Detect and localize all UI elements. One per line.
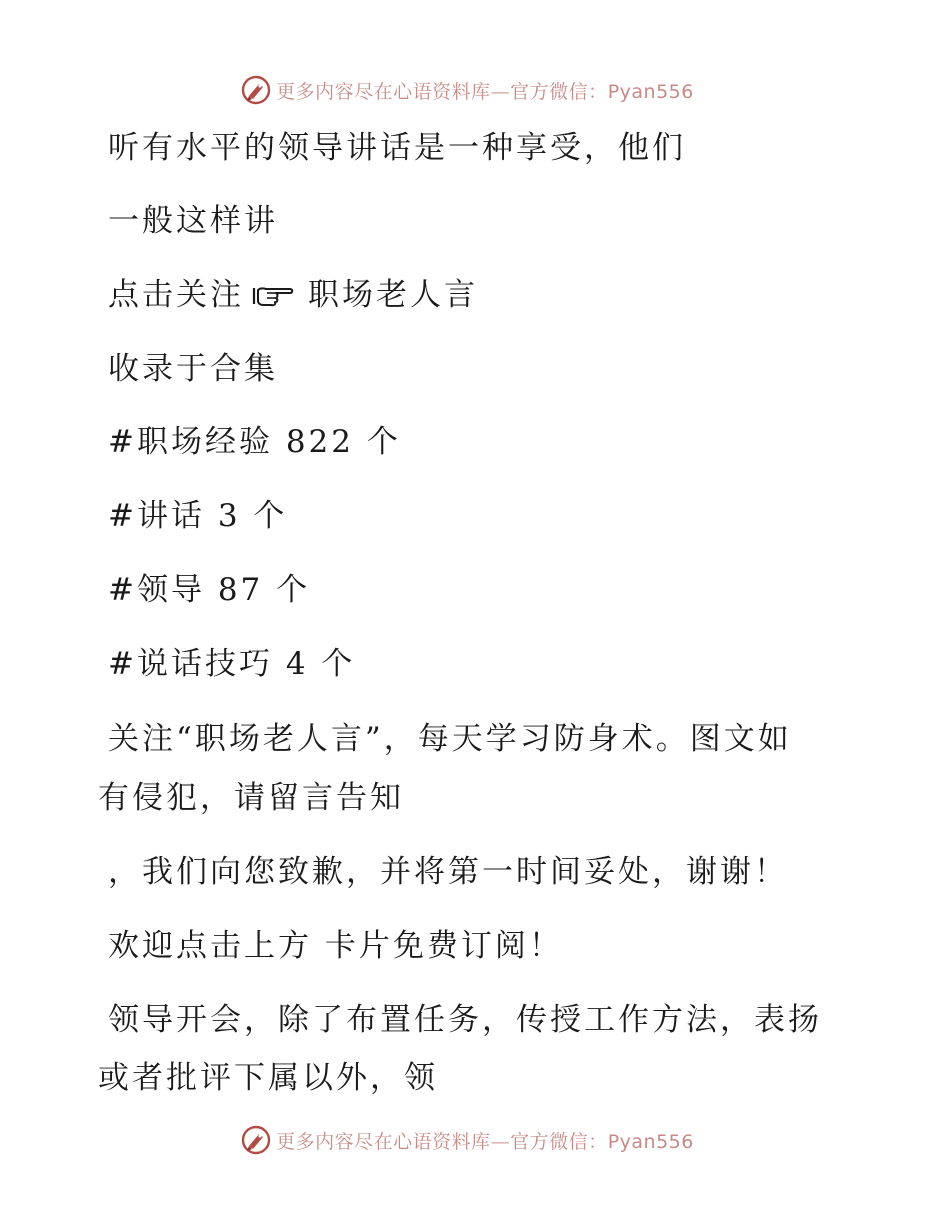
watermark-main-text: 更多内容尽在心语资料库 bbox=[276, 1130, 491, 1153]
notice-line-3: ，我们向您致歉，并将第一时间妥处，谢谢！ bbox=[108, 854, 788, 890]
watermark-official-label: 官方微信： bbox=[510, 1130, 608, 1153]
notice-line-2: 有侵犯，请留言告知 bbox=[98, 780, 404, 816]
pen-nib-circle-icon bbox=[240, 74, 272, 106]
pointing-hand-icon bbox=[250, 280, 298, 310]
title-line-2: 一般这样讲 bbox=[108, 203, 278, 239]
tag-item[interactable]: #说话技巧 4 个 bbox=[108, 646, 356, 682]
collection-label: 收录于合集 bbox=[108, 351, 278, 387]
footer-watermark bbox=[0, 1120, 950, 1160]
watermark-wechat-id: Pyan556 bbox=[607, 80, 694, 103]
watermark-dash: — bbox=[490, 1130, 511, 1153]
watermark-wechat-id: Pyan556 bbox=[607, 1130, 694, 1153]
watermark-dash: — bbox=[490, 80, 511, 103]
watermark-official-label: 官方微信： bbox=[510, 80, 608, 103]
pen-nib-circle-icon bbox=[240, 1124, 272, 1156]
watermark-main-text: 更多内容尽在心语资料库 bbox=[276, 80, 491, 103]
follow-prefix: 点击关注 bbox=[108, 277, 244, 313]
tag-item[interactable]: #讲话 3 个 bbox=[108, 498, 288, 534]
follow-account-name[interactable]: 职场老人言 bbox=[308, 277, 478, 313]
follow-line bbox=[108, 275, 478, 315]
body-line-2: 或者批评下属以外，领 bbox=[98, 1060, 438, 1096]
notice-line-1: 关注“职场老人言”，每天学习防身术。图文如 bbox=[108, 721, 792, 757]
header-watermark bbox=[0, 70, 950, 110]
tag-item[interactable]: #领导 87 个 bbox=[108, 572, 311, 608]
title-line-1: 听有水平的领导讲话是一种享受，他们 bbox=[108, 130, 686, 166]
subscribe-line: 欢迎点击上方 卡片免费订阅！ bbox=[108, 928, 563, 964]
tag-item[interactable]: #职场经验 822 个 bbox=[108, 424, 401, 460]
body-line-1: 领导开会，除了布置任务，传授工作方法，表扬 bbox=[108, 1002, 822, 1038]
